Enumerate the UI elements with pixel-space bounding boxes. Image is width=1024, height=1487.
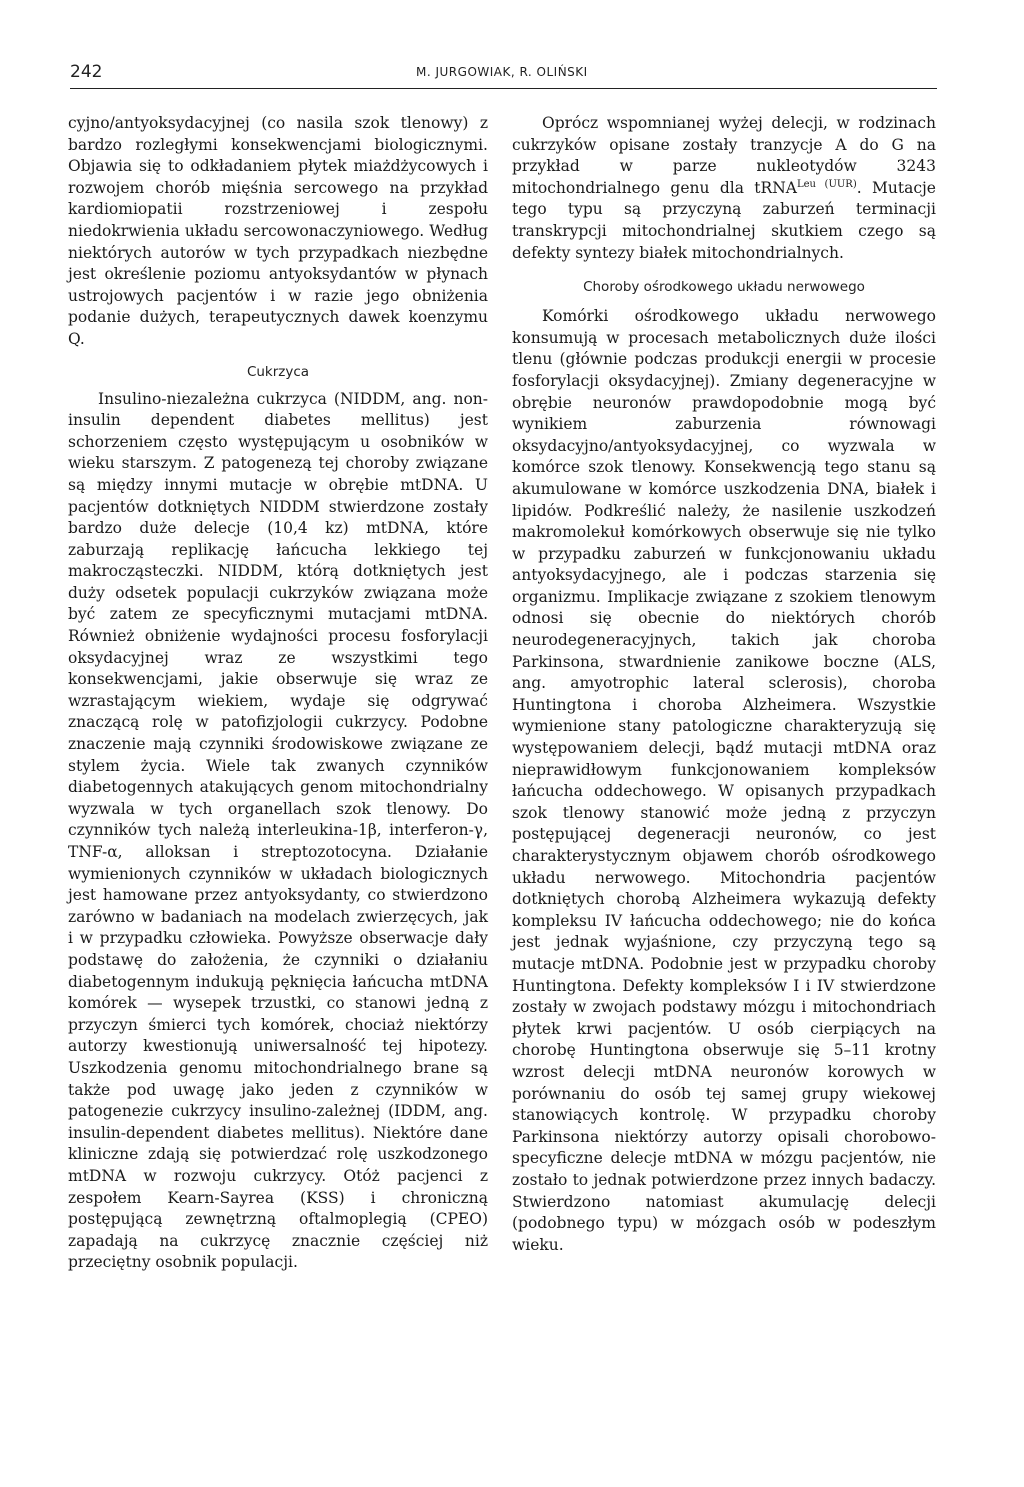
right-paragraph-mutations bbox=[512, 113, 936, 264]
trna-superscript: Leu (UUR) bbox=[796, 178, 857, 190]
page-number: 242 bbox=[70, 62, 103, 82]
section-heading-cns: Choroby ośrodkowego układu nerwowego bbox=[583, 279, 865, 296]
section-heading-diabetes: Cukrzyca bbox=[246, 363, 310, 380]
left-paragraph-continuation: cyjno/antyoksydacyjnej (co nasila szok tlenowy) z bardzo rozległymi konsekwencjami biologicznymi. Objawia się to odkładaniem płytek miażdżycowych i rozwojem chorób mięśnia sercowego na przykład kardiomiopatii rozstrzeniowej i zespołu niedokrwienia układu sercowonaczyniowego. Według niektórych autorów w tych przypadkach niezbędne jest określenie poziomu antyoksydantów w płynach ustrojowych pacjentów i w razie jego obniżenia podanie dużych, terapeutycznych dawek koenzymu Q. bbox=[68, 114, 488, 348]
running-header-authors: M. JURGOWIAK, R. OLIŃSKI bbox=[416, 65, 588, 79]
right-paragraph-cns: Komórki ośrodkowego układu nerwowego konsumują w procesach metabolicznych duże ilości tlenu (głównie podczas produkcji energii w procesie fosforylacji oksydacyjnej). Zmiany degeneracyjne w obrębie neuronów prawdopodobnie mogą być wynikiem zaburzenia równowagi oksydacyjno/antyoksydacyjnej, co wyzwala w komórce szok tlenowy. Konsekwencją tego stanu są akumulowane w komórce uszkodzenia DNA, białek i lipidów. Podkreślić należy, że nasilenie uszkodzeń makromolekuł komórkowych obserwuje się nie tylko w przypadku zaburzeń w funkcjonowaniu układu antyoksydacyjnego, ale i podczas starzenia się organizmu. Implikacje związane z szokiem tlenowym odnosi się obecnie do niektórych chorób neurodegeneracyjnych, takich jak choroba Parkinsona, stwardnienie zanikowe boczne (ALS, ang. amyotrophic lateral sclerosis), choroba Huntingtona i choroba Alzheimera. Wszystkie wymienione stany patologiczne charakteryzują się występowaniem delecji, bądź mutacji mtDNA oraz nieprawidłowym funkcjonowaniem kompleksów łańcucha oddechowego. W opisanych przypadkach szok tlenowy stanowić może jedną z przyczyn postępującej degeneracji neuronów, co jest charakterystycznym objawem chorób ośrodkowego układu nerwowego. Mitochondria pacjentów dotkniętych chorobą Alzheimera wykazują defekty kompleksu IV łańcucha oddechowego; nie do końca jest jednak wyjaśnione, czy przyczyną tego są mutacje mtDNA. Podobnie jest w przypadku choroby Huntingtona. Defekty kompleksów I i IV stwierdzone zostały w zwojach podstawy mózgu i mitochondriach płytek krwi pacjentów. U osób cierpiących na chorobę Huntingtona obserwuje się 5–11 krotny wzrost delecji mtDNA neuronów korowych w porównaniu do osób tej samej grupy wiekowej stanowiących kontrolę. W przypadku choroby Parkinsona niektórzy autorzy opisali chorobowo-specyficzne delecje mtDNA w mózgu pacjentów, nie zostało to jednak potwierdzone przez innych badaczy. Stwierdzono natomiast akumulację delecji (podobnego typu) w mózgach osób w podeszłym wieku. bbox=[512, 307, 936, 1254]
right-paragraph-text-a: Oprócz wspomnianej wyżej delecji, w rodzinach cukrzyków opisane zostały tranzycje A do G na przykład w parze nukleotydów 3243 mitochondrialnego genu dla tRNA bbox=[512, 114, 936, 197]
right-paragraph-text-b: . Mutacje tego typu są przyczyną zaburzeń terminacji transkrypcji mitochondrialnej skutkiem czego są defekty syntezy białek mitochondrialnych. bbox=[512, 178, 936, 262]
left-column bbox=[68, 113, 488, 1274]
left-paragraph-diabetes: Insulino-niezależna cukrzyca (NIDDM, ang. non-insulin dependent diabetes mellitus) jest schorzeniem często występującym u osobników w wieku starszym. Z patogenezą tej choroby związane są między innymi mutacje w obrębie mtDNA. U pacjentów dotkniętych NIDDM stwierdzone zostały bardzo duże delecje (10,4 kz) mtDNA, które zaburzają replikację łańcucha lekkiego tej makrocząsteczki. NIDDM, którą dotkniętych jest duży odsetek populacji cukrzyków związana może być zatem ze specyficznymi mutacjami mtDNA. Również obniżenie wydajności procesu fosforylacji oksydacyjnej wraz ze wszystkimi tego konsekwencjami, jakie obserwuje się wraz ze wzrastającym wiekiem, wydaje się odgrywać znaczącą rolę w patofizjologii cukrzycy. Podobne znaczenie mają czynniki środowiskowe związane ze stylem życia. Wiele tak zwanych czynników diabetogennych atakujących genom mitochondrialny wyzwala w tych organellach szok tlenowy. Do czynników tych należą interleukina-1β, interferon-γ, TNF-α, alloksan i streptozotocyna. Działanie wymienionych czynników w układach biologicznych jest hamowane przez antyoksydanty, co stwierdzono zarówno w badaniach na modelach zwierzęcych, jak i w przypadku człowieka. Powyższe obserwacje dały podstawę do założenia, że czynniki o działaniu diabetogennym indukują pęknięcia łańcucha mtDNA komórek — wysepek trzustki, co stanowi jedną z przyczyn śmierci tych komórek, chociaż niektórzy autorzy kwestionują uniwersalność tej hipotezy. Uszkodzenia genomu mitochondrialnego brane są także pod uwagę jako jeden z czynników w patogenezie cukrzycy insulino-zależnej (IDDM, ang. insulin-dependent diabetes mellitus). Niektóre dane kliniczne zdają się potwierdzać rolę uszkodzonego mtDNA w rozwoju cukrzycy. Otóż pacjenci z zespołem Kearn-Sayrea (KSS) i chroniczną postępującą zewnętrzną oftalmoplegią (CPEO) zapadają na cukrzycę znacznie częściej niż przeciętny osobnik populacji. bbox=[68, 389, 488, 1272]
running-header bbox=[70, 62, 937, 89]
right-column bbox=[512, 113, 936, 1256]
